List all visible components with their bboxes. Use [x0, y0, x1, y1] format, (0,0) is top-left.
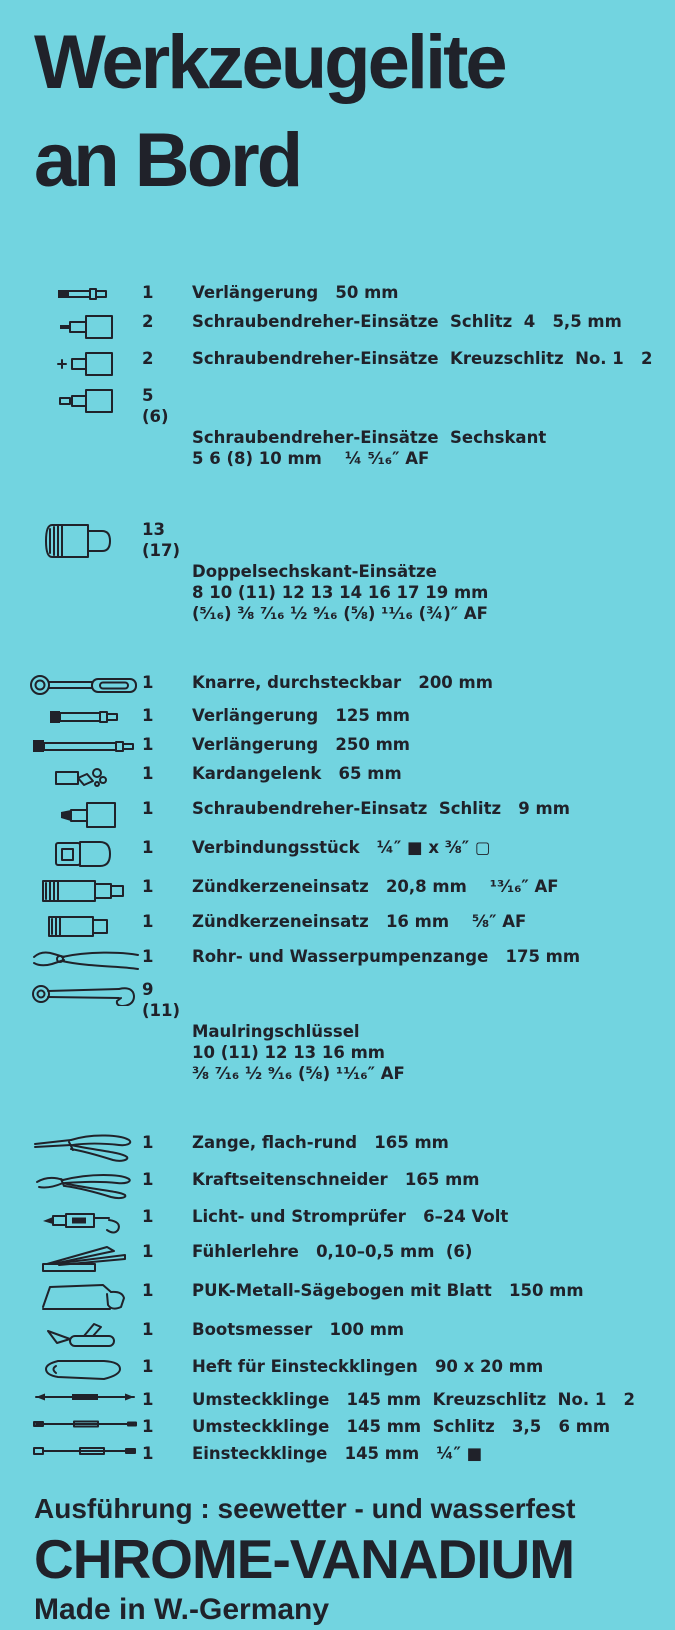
tool-description: Knarre, durchsteckbar 200 mm: [192, 673, 493, 692]
tool-description: Zündkerzeneinsatz 16 mm ⅝″ AF: [192, 912, 527, 931]
flat-round-pliers-icon: [28, 1132, 142, 1163]
feeler-gauge-icon: [28, 1241, 142, 1274]
quantity: 1: [142, 1320, 154, 1339]
extension-medium-icon: [28, 705, 142, 728]
quantity: 1: [142, 1133, 154, 1152]
tool-description: Einsteckklinge 145 mm ¼″ ■: [192, 1444, 483, 1463]
tool-row: [28, 519, 675, 666]
tool-description: Doppelsechskant-Einsätze 8 10 (11) 12 13 14 16 17 19 mm (⁵⁄₁₆) ⅜ ⁷⁄₁₆ ½ ⁹⁄₁₆ (⅝) ¹¹⁄₁₆ (¾)″ AF: [192, 562, 489, 623]
extension-short-icon: [28, 282, 142, 305]
tool-row: [28, 1443, 675, 1464]
screwdriver-socket-large-slot-icon: [28, 798, 142, 831]
quantity: 1: [142, 283, 154, 302]
tool-description: Verbindungsstück ¼″ ■ x ⅜″ ▢: [192, 838, 491, 857]
quantity: 1: [142, 799, 154, 818]
quantity: 1: [142, 1281, 154, 1300]
tool-description: Schraubendreher-Einsatz Schlitz 9 mm: [192, 799, 570, 818]
spark-plug-socket-long-icon: [28, 876, 142, 905]
tool-row: [28, 979, 675, 1126]
tool-row: [28, 876, 675, 905]
tool-row: [28, 946, 675, 973]
tool-row: [28, 911, 675, 940]
ratchet-icon: [28, 672, 142, 699]
quantity: 5 (6): [142, 386, 169, 426]
quantity: 1: [142, 764, 154, 783]
tool-description: Heft für Einsteckklingen 90 x 20 mm: [192, 1357, 544, 1376]
tool-description: Maulringschlüssel 10 (11) 12 13 16 mm ⅜ ⁷⁄₁₆ ½ ⁹⁄₁₆ (⅝) ¹¹⁄₁₆″ AF: [192, 1022, 405, 1083]
tool-description: Verlängerung 250 mm: [192, 735, 410, 754]
quantity: 2: [142, 349, 154, 368]
quantity: 1: [142, 1390, 154, 1409]
voltage-tester-icon: [28, 1206, 142, 1235]
tool-row: [28, 385, 675, 511]
quantity: 1: [142, 877, 154, 896]
quantity: 1: [142, 706, 154, 725]
quantity: 1: [142, 1170, 154, 1189]
quantity: 13 (17): [142, 520, 181, 560]
tool-description: Schraubendreher-Einsätze Kreuzschlitz No. 1 2: [192, 349, 653, 368]
tool-row: [28, 1416, 675, 1437]
tool-row: [28, 837, 675, 870]
blade-handle-icon: [28, 1356, 142, 1383]
tool-description: PUK-Metall-Sägebogen mit Blatt 150 mm: [192, 1281, 584, 1300]
tool-row: [28, 311, 675, 342]
quantity: 1: [142, 1242, 154, 1261]
quantity: 9 (11): [142, 980, 181, 1020]
tool-row: [28, 1169, 675, 1200]
adapter-icon: [28, 837, 142, 870]
tool-row: [28, 1206, 675, 1235]
boat-knife-icon: [28, 1319, 142, 1350]
tool-row: [28, 282, 675, 305]
spark-plug-socket-short-icon: [28, 911, 142, 940]
quantity: 1: [142, 735, 154, 754]
quantity: 1: [142, 838, 154, 857]
universal-joint-icon: [28, 763, 142, 792]
tool-row: [28, 763, 675, 792]
quantity: 1: [142, 912, 154, 931]
tool-row: [28, 1356, 675, 1383]
tool-row: [28, 1319, 675, 1350]
tool-description: Zündkerzeneinsatz 20,8 mm ¹³⁄₁₆″ AF: [192, 877, 559, 896]
tool-description: Licht- und Stromprüfer 6–24 Volt: [192, 1207, 509, 1226]
combination-wrench-icon: [28, 979, 142, 1006]
screwdriver-socket-hex-icon: [28, 385, 142, 416]
screwdriver-socket-slot-icon: [28, 311, 142, 342]
footer: [0, 1490, 675, 1630]
tool-description: Schraubendreher-Einsätze Sechskant 5 6 (8) 10 mm ¼ ⁵⁄₁₆″ AF: [192, 428, 547, 468]
tool-description: Kraftseitenschneider 165 mm: [192, 1170, 480, 1189]
page-title: [0, 0, 675, 210]
title-line-1: Werkzeugelite: [34, 20, 505, 105]
tool-description: Kardangelenk 65 mm: [192, 764, 402, 783]
quantity: 1: [142, 1444, 154, 1463]
tool-row: [28, 1389, 675, 1410]
reversible-blade-slot-icon: [28, 1416, 142, 1431]
insert-blade-icon: [28, 1443, 142, 1458]
side-cutters-icon: [28, 1169, 142, 1200]
finish-note: Ausführung : seewetter - und wasserfest: [34, 1493, 576, 1524]
tool-row: [28, 672, 675, 699]
tool-description: Schraubendreher-Einsätze Schlitz 4 5,5 mm: [192, 312, 622, 331]
tool-row: [28, 705, 675, 728]
reversible-blade-phillips-icon: [28, 1389, 142, 1404]
tool-description: Zange, flach-rund 165 mm: [192, 1133, 449, 1152]
hacksaw-icon: [28, 1280, 142, 1313]
tool-row: [28, 1280, 675, 1313]
tool-row: [28, 734, 675, 757]
tool-row: [28, 1132, 675, 1163]
tool-list: [0, 282, 675, 1464]
tool-row: [28, 1241, 675, 1274]
tool-description: Rohr- und Wasserpumpenzange 175 mm: [192, 947, 581, 966]
tool-row: [28, 798, 675, 831]
tool-description: Umsteckklinge 145 mm Kreuzschlitz No. 1 2: [192, 1390, 636, 1409]
quantity: 1: [142, 1417, 154, 1436]
tool-row: [28, 348, 675, 379]
tool-description: Verlängerung 125 mm: [192, 706, 410, 725]
tool-description: Bootsmesser 100 mm: [192, 1320, 405, 1339]
quantity: 1: [142, 947, 154, 966]
title-line-2: an Bord: [34, 118, 301, 203]
extension-long-icon: [28, 734, 142, 757]
quantity: 1: [142, 1207, 154, 1226]
quantity: 1: [142, 1357, 154, 1376]
quantity: 1: [142, 673, 154, 692]
material-name: CHROME-VANADIUM: [34, 1528, 575, 1590]
quantity: 2: [142, 312, 154, 331]
origin-note: Made in W.-Germany: [34, 1593, 330, 1626]
tool-description: Umsteckklinge 145 mm Schlitz 3,5 6 mm: [192, 1417, 611, 1436]
screwdriver-socket-phillips-icon: [28, 348, 142, 379]
tool-description: Verlängerung 50 mm: [192, 283, 399, 302]
twelve-point-socket-icon: [28, 519, 142, 562]
tool-description: Fühlerlehre 0,10–0,5 mm (6): [192, 1242, 473, 1261]
water-pump-pliers-icon: [28, 946, 142, 973]
